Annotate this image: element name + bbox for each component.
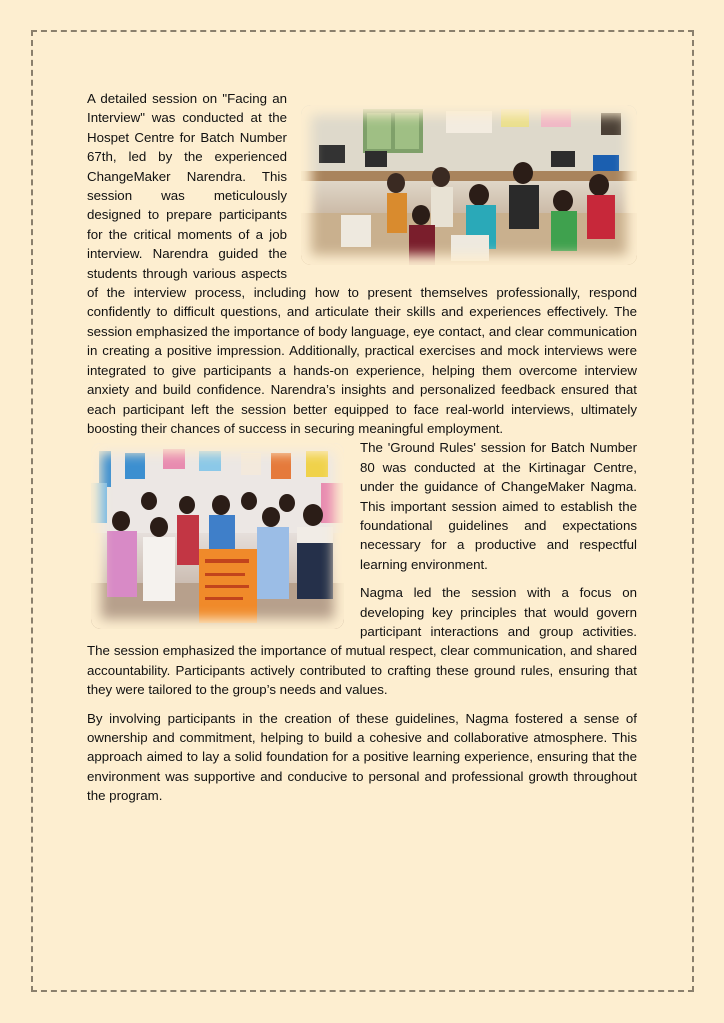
interview-session-paragraph: A detailed session on "Facing an Interview" was conducted at the Hospet Centre for Batch Number 67th, led by the experienced ChangeMaker Narendra. This session was meticulously designed to prepare participants for the critical moments of a job interview. Narendra guided the students through various aspects of the interview process, including how to present themselves professionally, respond confidently to difficult questions, and articulate their skills and experiences effectively. The session emphasized the importance of body language, eye contact, and clear communication in creating a positive impression. Additionally, practical exercises and mock interviews were integrated to give participants a hands-on experience, helping them overcome interview anxiety and build confidence. Narendra’s insights and personalized feedback ensured that each participant left the session better equipped to face real-world interviews, ultimately boosting their chances of success in securing meaningful employment. [87, 91, 637, 436]
ground-rules-detail-paragraph: Nagma led the session with a focus on developing key principles that would govern participant interactions and group activities. The session emphasized the importance of mutual respect, clear communication, and shared accountability. Participants actively contributed to crafting these ground rules, ensuring that they were tailored to the group’s needs and values. [87, 585, 637, 698]
photo-vignette [91, 443, 344, 629]
report-body [87, 89, 637, 806]
interview-session-photo [301, 105, 637, 265]
photo-vignette [301, 105, 637, 265]
ground-rules-intro-paragraph: The 'Ground Rules' session for Batch Number 80 was conducted at the Kirtinagar Centre, under the guidance of ChangeMaker Nagma. This important session aimed to establish the foundational guidelines and expectations necessary for a productive and respectful learning environment. [360, 440, 637, 572]
ground-rules-group-photo [91, 443, 344, 629]
ownership-paragraph: By involving participants in the creation of these guidelines, Nagma fostered a sense of ownership and commitment, helping to build a cohesive and collaborative atmosphere. This approach aimed to lay a solid foundation for a positive learning experience, ensuring that the environment was supportive and conducive to personal and professional growth throughout the program. [87, 710, 637, 804]
